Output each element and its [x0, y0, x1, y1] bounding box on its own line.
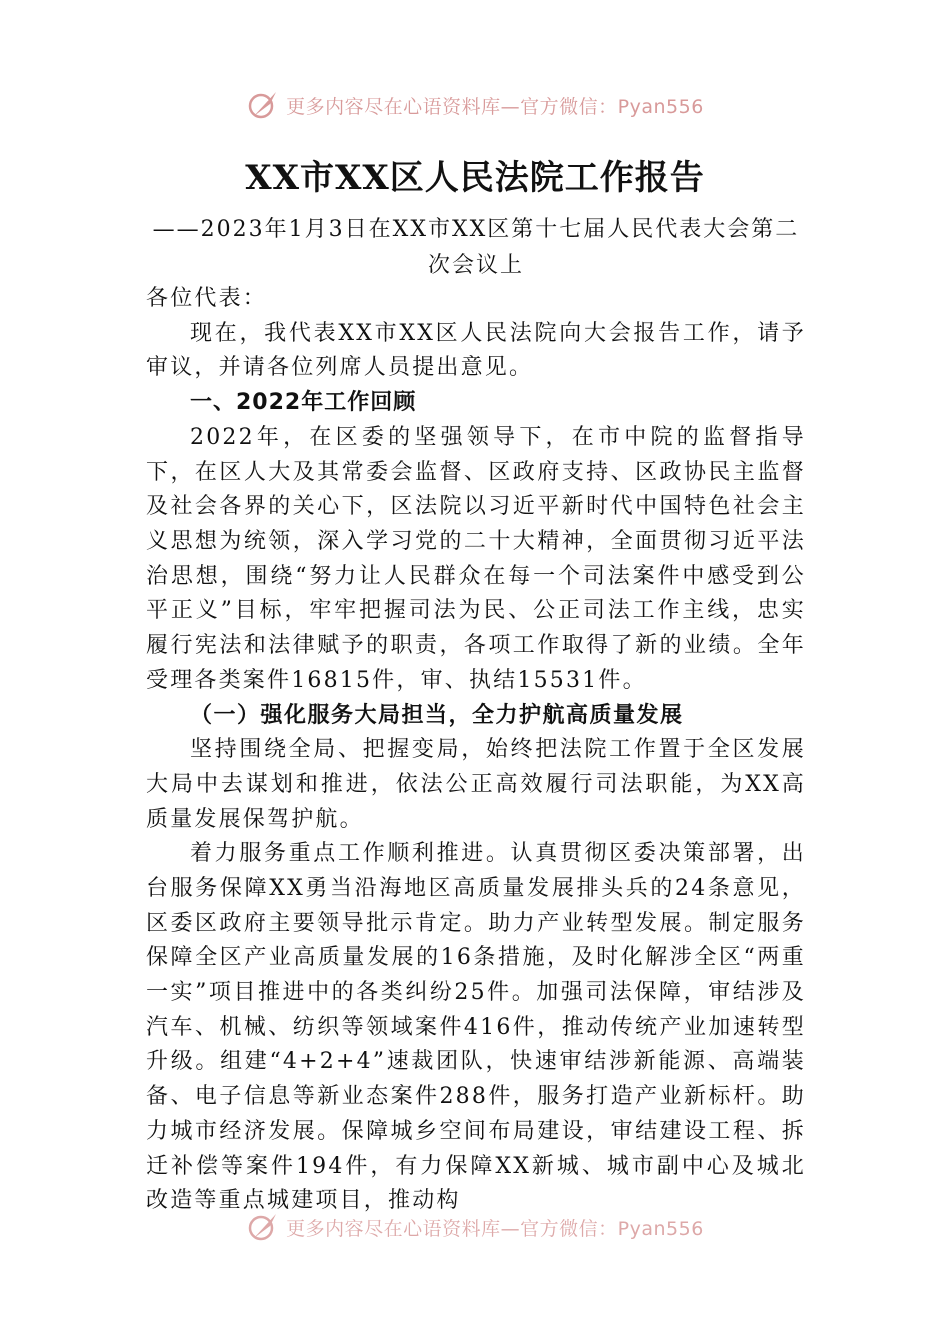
- quill-logo-icon: [246, 1210, 280, 1244]
- subsection-heading: （一）强化服务大局担当，全力护航高质量发展: [190, 702, 684, 729]
- paragraph-service: 坚持围绕全局、把握变局，始终把法院工作置于全区发展大局中去谋划和推进，依法公正高效履行司法职能，为XX高质量发展保驾护航。: [146, 737, 806, 832]
- watermark-top: [0, 88, 950, 122]
- document-title: XX市XX区人民法院工作报告: [245, 158, 705, 198]
- paragraph-review: 2022年，在区委的坚强领导下，在市中院的监督指导下，在区人大及其常委会监督、区政府支持、区政协民主监督及社会各界的关心下，区法院以习近平新时代中国特色社会主义思想为统领，深入学习党的二十大精神，全面贯彻习近平法治思想，围绕“努力让人民群众在每一个司法案件中感受到公平正义”目标，牢牢把握司法为民、公正司法工作主线，忠实履行宪法和法律赋予的职责，各项工作取得了新的业绩。全年受理各类案件16815件，审、执结15531件。: [146, 424, 806, 693]
- salutation: 各位代表：: [146, 286, 268, 311]
- watermark-text: 更多内容尽在心语资料库—官方微信：Pyan556: [286, 1217, 704, 1240]
- document-body: [146, 282, 806, 1219]
- paragraph-intro: 现在，我代表XX市XX区人民法院向大会报告工作，请予审议，并请各位列席人员提出意见。: [146, 320, 806, 381]
- watermark-bottom: [0, 1210, 950, 1244]
- quill-logo-icon: [246, 88, 280, 122]
- watermark-text: 更多内容尽在心语资料库—官方微信：Pyan556: [286, 95, 704, 118]
- section-heading: 一、2022年工作回顾: [190, 390, 417, 416]
- paragraph-key-work: 着力服务重点工作顺利推进。认真贯彻区委决策部署，出台服务保障XX勇当沿海地区高质量发展排头兵的24条意见，区委区政府主要领导批示肯定。助力产业转型发展。制定服务保障全区产业高质量发展的16条措施，及时化解涉全区“两重一实”项目推进中的各类纠纷25件。加强司法保障，审结涉及汽车、机械、纺织等领域案件416件，推动传统产业加速转型升级。组建“4+2+4”速裁团队，快速审结涉新能源、高端装备、电子信息等新业态案件288件，服务打造产业新标杆。助力城市经济发展。保障城乡空间布局建设，审结建设工程、拆迁补偿等案件194件，有力保障XX新城、城市副中心及城北改造等重点城建项目，推动构: [146, 841, 806, 1214]
- document-subtitle: ——2023年1月3日在XX市XX区第十七届人民代表大会第二次会议上: [152, 217, 800, 278]
